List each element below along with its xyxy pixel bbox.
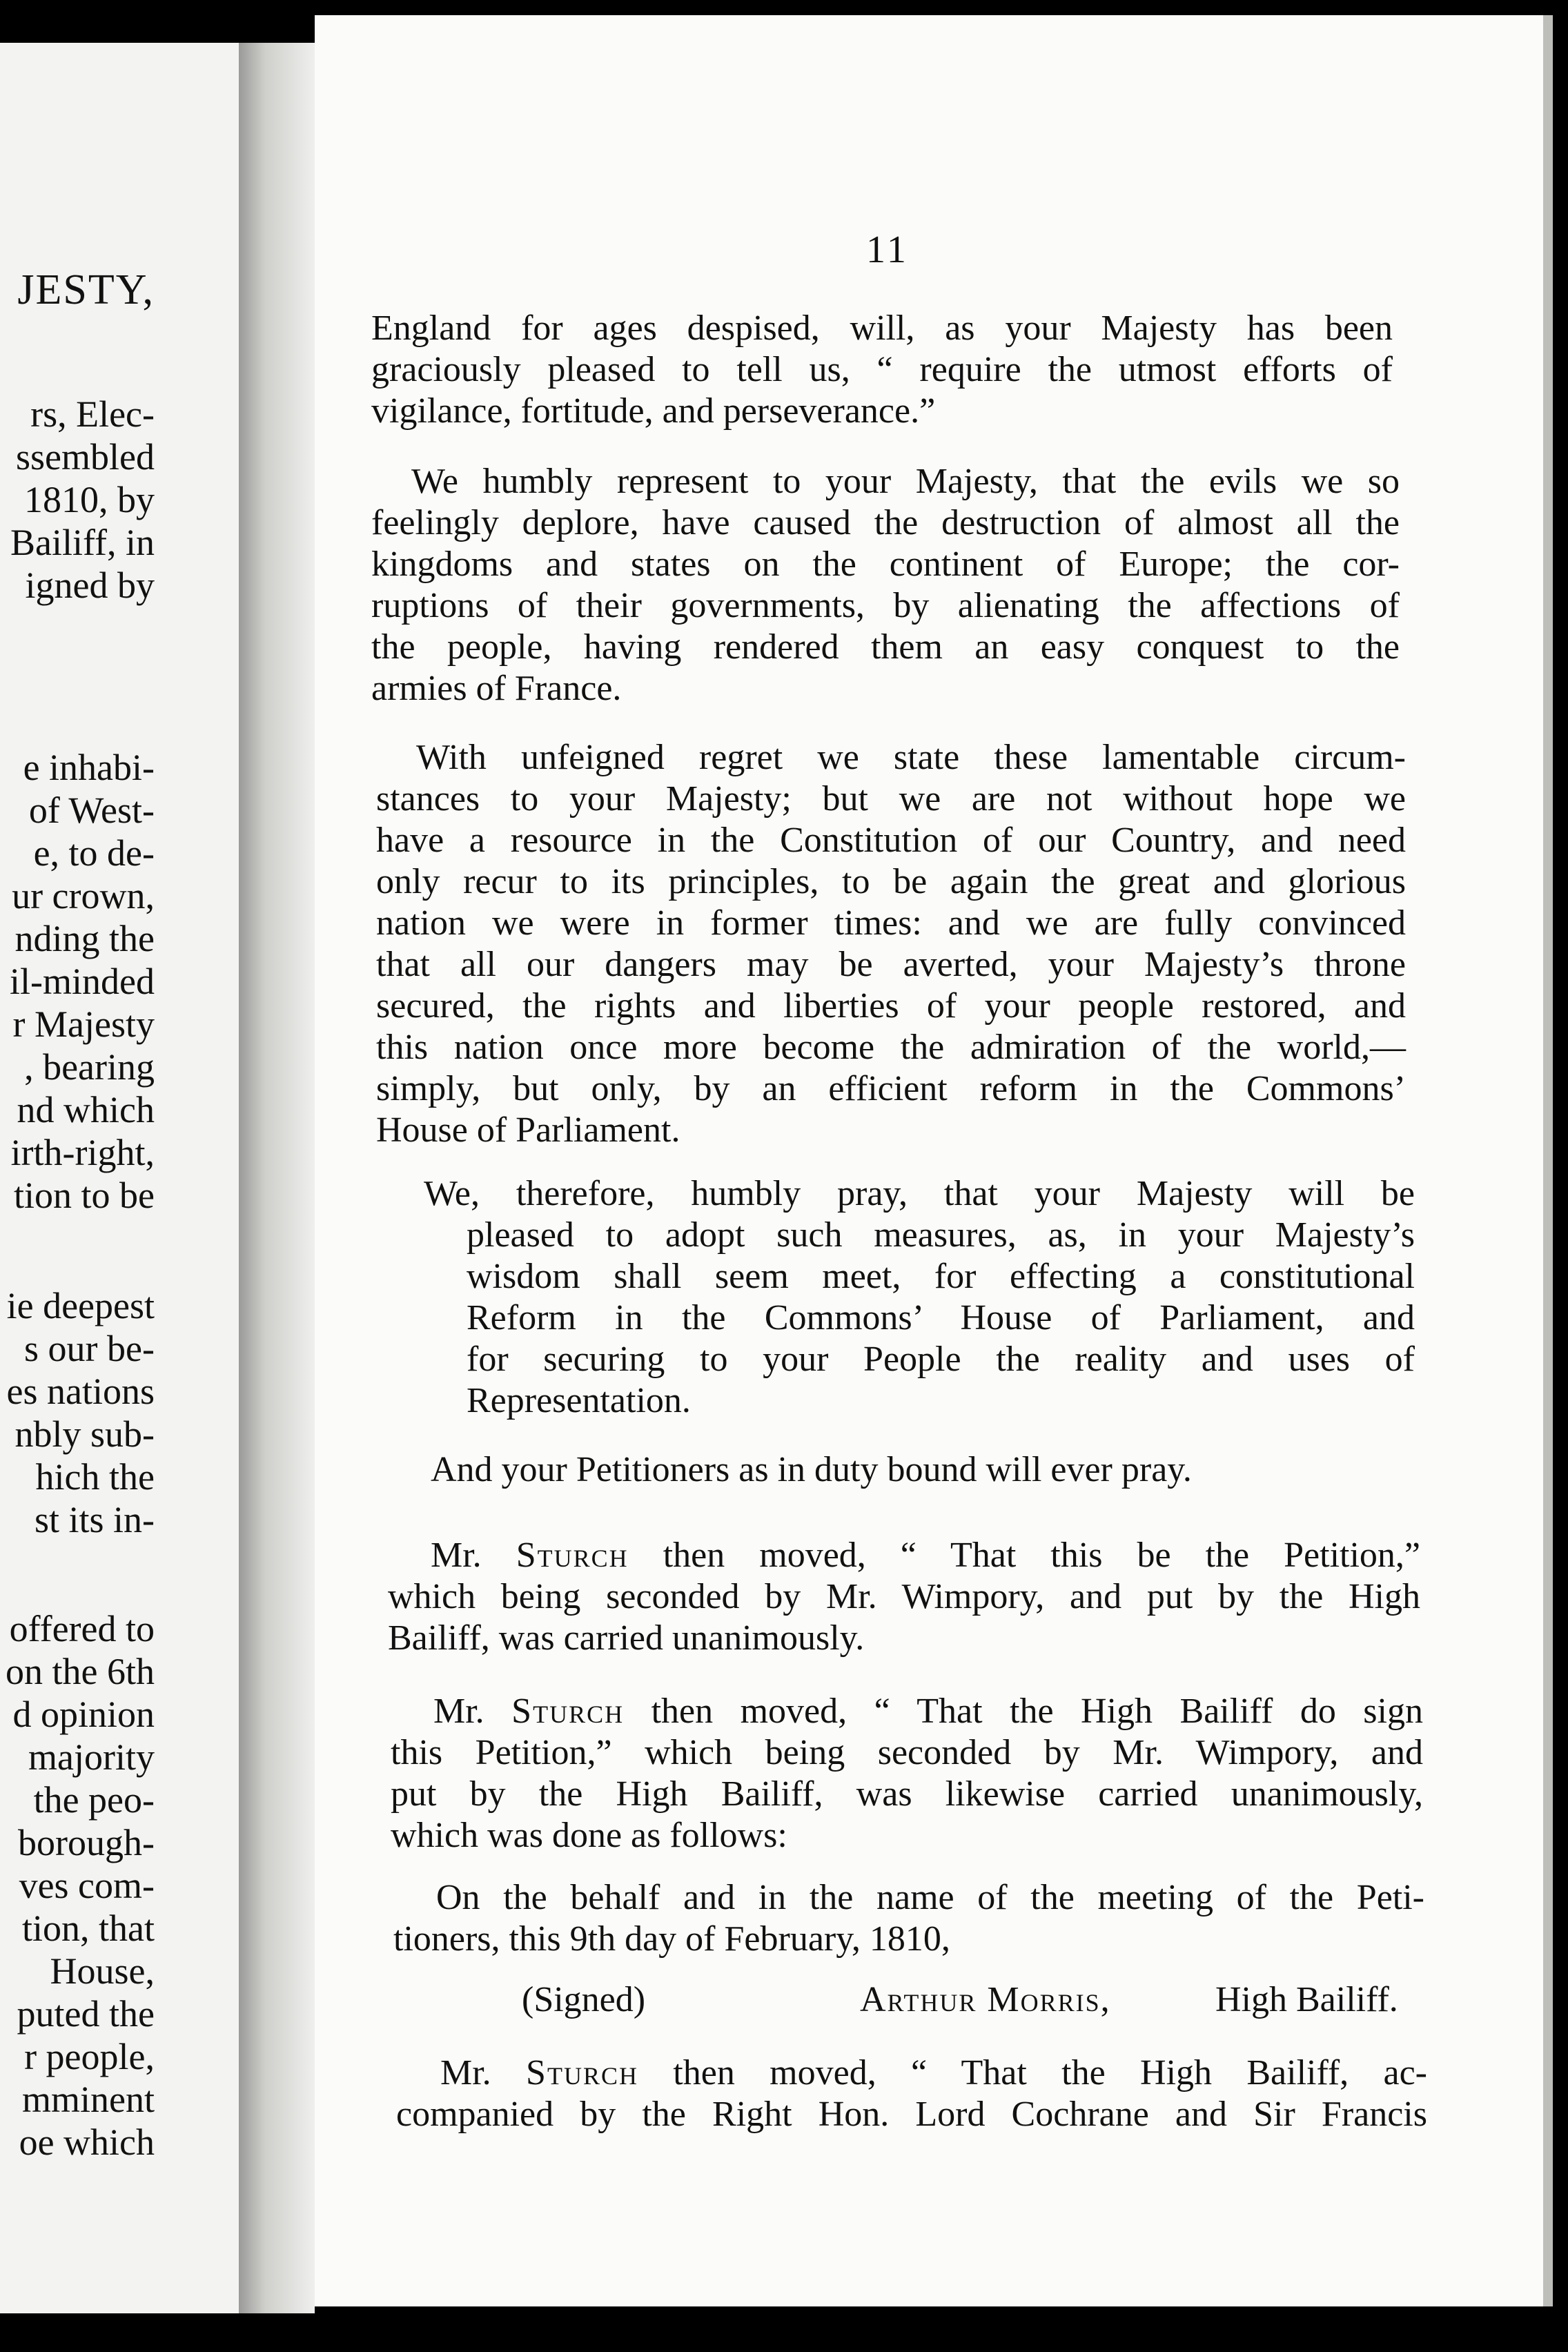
text-line: Reform in the Commons’ House of Parliament, and (467, 1298, 1415, 1337)
text-line: offered to (9, 1608, 155, 1649)
paragraph (431, 1449, 1397, 1491)
book-gutter (239, 43, 315, 2313)
text-line: And your Petitioners as in duty bound will ever pray. (431, 1450, 1192, 1489)
text-line: feelingly deplore, have caused the destruction of almost all the (371, 503, 1400, 542)
text-line: nation we were in former times: and we are fully convinced (376, 903, 1406, 943)
text-line: tioners, this 9th day of February, 1810, (393, 1919, 950, 1959)
text-line: d opinion (12, 1694, 155, 1735)
text-line: wisdom shall seem meet, for effecting a constitutional (467, 1257, 1415, 1296)
paragraph (396, 2052, 1427, 2135)
text-line: armies of France. (371, 669, 622, 708)
signatory-title: High Bailiff. (1215, 1980, 1398, 2019)
text-line: es nations (6, 1371, 155, 1412)
text-line: irth-right, (10, 1132, 155, 1173)
text-line: nding the (14, 918, 155, 959)
text-line: tion to be (14, 1175, 155, 1216)
text-line: simply, but only, by an efficient reform in the Commons’ (376, 1069, 1406, 1108)
previous-page-heading: JESTY, (17, 266, 155, 313)
text-line: vigilance, fortitude, and perseverance.” (371, 391, 936, 431)
text-line: il-minded (10, 961, 155, 1002)
text-line: borough- (18, 1822, 155, 1863)
page-number: 11 (866, 228, 909, 271)
text-line: 1810, by (24, 479, 155, 520)
text-line: s our be- (24, 1328, 155, 1369)
text-line: England for ages despised, will, as your Majesty has been (371, 308, 1393, 348)
paragraph (371, 461, 1400, 709)
text-line: that all our dangers may be averted, your Majesty’s throne (376, 945, 1406, 984)
paragraph (393, 1877, 1424, 1960)
text-line: the peo- (33, 1779, 155, 1821)
text-line: puted the (17, 1993, 155, 2035)
text-line: We humbly represent to your Majesty, that the evils we so (411, 462, 1400, 501)
signatory-name: Arthur Morris, (860, 1980, 1111, 2019)
text-line: the people, having rendered them an easy conquest to the (371, 627, 1400, 667)
text-line: igned by (25, 565, 155, 606)
text-line: Bailiff, was carried unanimously. (388, 1618, 865, 1658)
text-line: Bailiff, in (10, 522, 155, 563)
text-line: We, therefore, humbly pray, that your Majesty will be (424, 1174, 1415, 1213)
text-line: companied by the Right Hon. Lord Cochrane and Sir Francis (396, 2095, 1427, 2134)
paragraph (391, 1691, 1423, 1856)
text-line: With unfeigned regret we state these lamentable circum- (416, 738, 1406, 777)
text-line: tion, that (22, 1908, 155, 1949)
text-line: mminent (22, 2079, 155, 2120)
text-line: ves com- (19, 1865, 155, 1906)
text-line: Representation. (467, 1381, 691, 1420)
text-line: on the 6th (6, 1651, 155, 1692)
text-line: nbly sub- (14, 1413, 155, 1455)
text-line: oe which (19, 2121, 155, 2163)
text-line: r people, (24, 2036, 155, 2077)
text-line: e inhabi- (23, 747, 155, 788)
text-line: r Majesty (12, 1003, 155, 1045)
paragraph (388, 1535, 1420, 1659)
text-line: have a resource in the Constitution of our Country, and need (376, 821, 1406, 860)
text-line: nd which (17, 1089, 155, 1130)
text-line: of West- (28, 790, 155, 831)
text-line: this nation once more become the admiration of the world,— (376, 1028, 1406, 1067)
text-line: Mr. Sturch then moved, “ That this be the Petition,” (431, 1536, 1420, 1575)
text-line: ssembled (16, 436, 155, 478)
paragraph (376, 737, 1406, 1151)
text-line: secured, the rights and liberties of your people restored, and (376, 986, 1406, 1026)
text-line: hich the (35, 1456, 155, 1498)
text-line: which was done as follows: (391, 1816, 787, 1855)
paragraph (371, 308, 1393, 432)
signed-label: (Signed) (522, 1980, 646, 2019)
text-line: rs, Elec- (30, 393, 155, 435)
text-line: kingdoms and states on the continent of Europe; the cor- (371, 545, 1400, 584)
text-line: ur crown, (12, 875, 155, 917)
text-line: st its in- (34, 1499, 155, 1540)
text-line: only recur to its principles, to be again the great and glorious (376, 862, 1406, 901)
text-line: graciously pleased to tell us, “ require the utmost efforts of (371, 350, 1393, 389)
text-line: , bearing (24, 1046, 155, 1088)
text-line: Mr. Sturch then moved, “ That the High Bailiff, ac- (440, 2053, 1427, 2093)
text-line: stances to your Majesty; but we are not without hope we (376, 779, 1406, 819)
prayer-paragraph (424, 1173, 1415, 1422)
text-line: House, (50, 1950, 155, 1992)
text-line: ie deepest (6, 1285, 155, 1326)
text-line: for securing to your People the reality and uses of (467, 1340, 1415, 1379)
text-line: pleased to adopt such measures, as, in your Majesty’s (467, 1215, 1415, 1255)
text-line: ruptions of their governments, by alienating the affections of (371, 586, 1400, 625)
text-line: which being seconded by Mr. Wimpory, and put by the High (388, 1577, 1420, 1616)
text-line: On the behalf and in the name of the meeting of the Peti- (436, 1878, 1424, 1917)
text-line: e, to de- (33, 832, 155, 874)
text-line: House of Parliament. (376, 1110, 680, 1150)
text-line: put by the High Bailiff, was likewise carried unanimously, (391, 1774, 1423, 1814)
text-line: majority (28, 1736, 155, 1778)
page-edge (1543, 15, 1553, 2306)
text-line: this Petition,” which being seconded by Mr. Wimpory, and (391, 1733, 1423, 1772)
text-line: Mr. Sturch then moved, “ That the High Bailiff do sign (433, 1692, 1423, 1731)
previous-page (0, 43, 239, 2313)
